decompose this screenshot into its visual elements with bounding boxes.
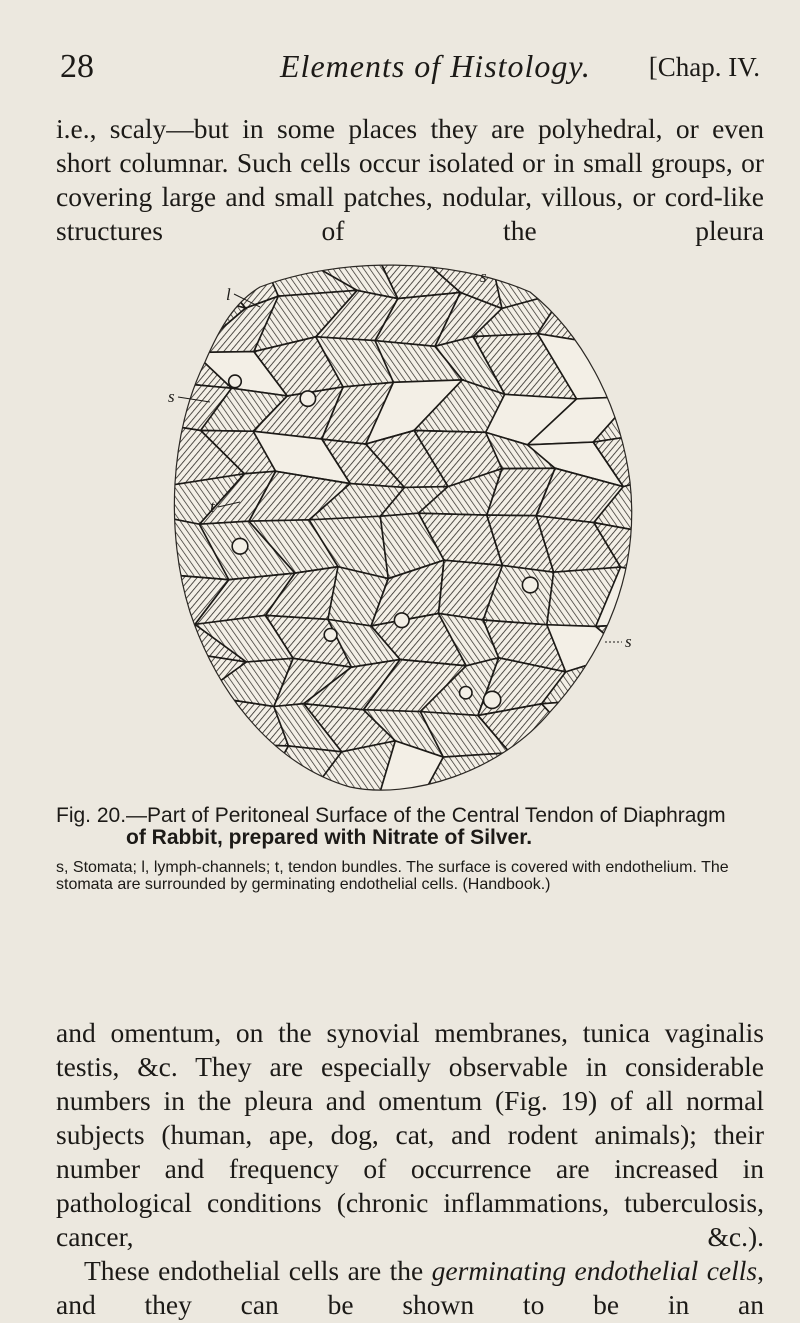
label-l: l — [226, 285, 231, 304]
caption-line-1: Fig. 20.—Part of Peritoneal Surface of the Central Tendon of Diaphragm — [56, 804, 726, 827]
stoma — [229, 375, 242, 388]
epithelial-cell — [582, 294, 650, 347]
label-s-left: s — [168, 387, 175, 406]
epithelial-cell — [150, 252, 246, 308]
chapter-reference: [Chap. IV. — [648, 52, 760, 82]
stoma — [300, 391, 315, 406]
paragraph-body — [56, 1016, 764, 1322]
histology-figure — [150, 252, 650, 797]
epithelial-cell — [150, 744, 222, 797]
stoma — [484, 691, 501, 708]
stoma — [324, 629, 337, 642]
epithelial-cell — [150, 695, 222, 753]
epithelial-cell — [542, 699, 620, 745]
running-title: Elements of Histology. — [280, 48, 591, 84]
page-number: 28 — [60, 48, 94, 85]
epithelial-cell — [599, 252, 650, 304]
stoma — [232, 538, 248, 554]
caption-line-2: of Rabbit, prepared with Nitrate of Silver. — [126, 826, 533, 849]
caption-note: s, Stomata; l, lymph-channels; t, tendon bundles. The surface is covered with endothelium. The stomata are surrounded by germinating endothelial cells. (Handbook.) — [56, 859, 729, 893]
part2-emphasis: germinating endothelial cells — [431, 1255, 758, 1286]
epithelial-cell — [215, 744, 288, 792]
cell-mosaic — [150, 252, 650, 797]
part2-end: , and they can be shown to be in an — [56, 1255, 764, 1320]
epithelial-cell — [603, 741, 650, 795]
figure-caption — [56, 805, 764, 893]
epithelial-cell — [604, 699, 650, 745]
stoma — [522, 577, 538, 593]
page-header — [60, 48, 760, 108]
epithelial-cell — [604, 653, 650, 704]
paragraph-top: i.e., scaly—but in some places they are polyhedral, or even short columnar. Such cells occur isolated or in small groups, or covering large and small patches, nodular, villous, or cord-like structures of the pleura — [56, 113, 764, 246]
label-s-top: s — [480, 267, 487, 286]
part2-start: These endothelial cells are the — [84, 1255, 432, 1286]
paragraph-body-part2 — [56, 1254, 764, 1322]
epithelial-cell — [539, 252, 624, 294]
label-s-right: s — [625, 632, 632, 651]
stoma — [460, 687, 472, 699]
stoma — [394, 613, 409, 628]
epithelial-cell — [536, 743, 620, 797]
paragraph-body-part1: and omentum, on the synovial membranes, tunica vaginalis testis, &c. They are especially observable in considerable numbers in the pleura and omentum (Fig. 19) of all normal subjects (human, ape, dog, cat, and rodent animals); their number and frequency of occurrence are increased in pathological conditions (chronic inflammations, tuberculosis, cancer, &c.). — [56, 1017, 764, 1252]
label-t: t — [210, 497, 215, 516]
